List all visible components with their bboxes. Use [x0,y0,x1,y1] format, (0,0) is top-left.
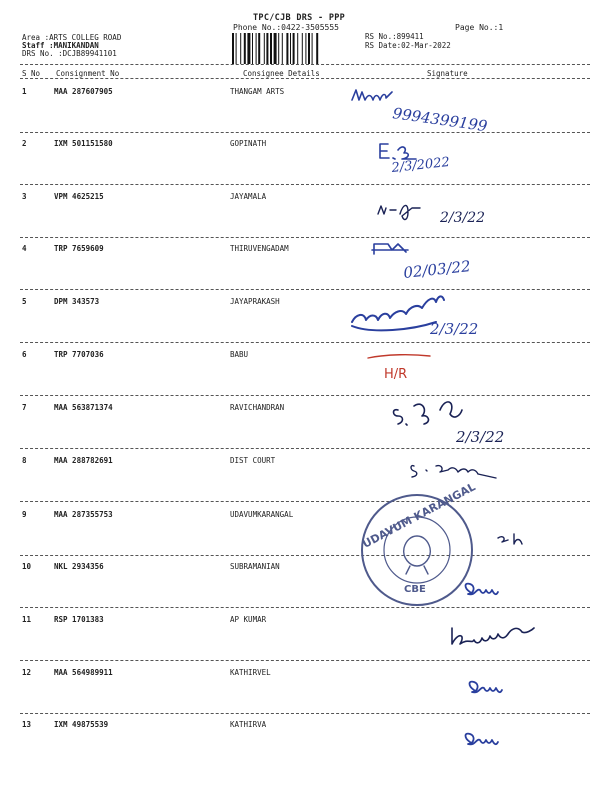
signature-2-date: 2/3/2022 [390,154,451,176]
row-consignment-number: IXM 501151580 [54,139,113,148]
signature-7 [394,402,463,425]
row-consignment-number: MAA 287607905 [54,87,113,96]
row-serial-number: 12 [22,668,32,677]
signature-6-note: H/R [384,367,408,382]
signature-5-date: 2/3/22 [430,320,479,338]
area-label: Area :ARTS COLLEG ROAD [22,33,122,42]
row-consignment-number: MAA 563871374 [54,403,113,412]
staff-label: Staff :MANIKANDAN [22,41,99,50]
row-consignment-number: IXM 49875539 [54,720,109,729]
row-consignment-number: MAA 288782691 [54,456,113,465]
row-serial-number: 5 [22,297,27,306]
row-serial-number: 9 [22,510,27,519]
row-consignment-number: TRP 7707036 [54,350,104,359]
signature-8 [411,466,496,478]
row-consignee-name: KATHIRVEL [230,668,271,677]
signature-12 [470,682,503,693]
stamp-city: CBE [404,584,426,595]
rs-date: RS Date:02-Mar-2022 [365,41,451,50]
col-consignee: Consignee Details [243,69,320,78]
signature-1-phone: 9994399199 [391,104,489,136]
row-consignment-number: DPM 343573 [54,297,100,306]
row-consignment-number: MAA 564989911 [54,668,113,677]
row-consignee-name: JAYAMALA [230,192,267,201]
row-consignment-number: VPM 4625215 [54,192,104,201]
row-consignee-name: BABU [230,350,249,359]
row-serial-number: 6 [22,350,27,359]
row-consignment-number: TRP 7659609 [54,244,104,253]
row-serial-number: 4 [22,244,27,253]
signature-6-underline [368,355,430,358]
stamp-text: UDAVUM KARANGAL [360,480,478,551]
row-consignee-name: DIST COURT [230,456,276,465]
rs-number: RS No.:899411 [365,32,424,41]
signature-11 [452,628,534,644]
row-consignee-name: AP KUMAR [230,615,267,624]
row-consignee-name: UDAVUMKARANGAL [230,510,294,519]
row-consignee-name: SUBRAMANIAN [230,562,280,571]
row-serial-number: 2 [22,139,27,148]
col-consignment: Consignment No [56,69,120,78]
row-consignee-name: GOPINATH [230,139,267,148]
row-consignment-number: MAA 287355753 [54,510,113,519]
sheet-title: TPC/CJB DRS - PPP [253,13,346,23]
signature-1 [352,90,392,100]
row-consignee-name: RAVICHANDRAN [230,403,285,412]
row-serial-number: 11 [22,615,32,624]
signature-10 [466,584,499,595]
row-consignment-number: RSP 1701383 [54,615,104,624]
page-number: Page No.:1 [455,23,504,32]
signature-3 [378,205,420,219]
col-sno: S No [22,69,41,78]
signature-7-date: 2/3/22 [456,428,505,446]
row-serial-number: 3 [22,192,27,201]
row-consignee-name: KATHIRVA [230,720,267,729]
row-serial-number: 13 [22,720,32,729]
row-consignee-name: THANGAM ARTS [230,87,285,96]
drs-number: DRS No. :DCJB89941101 [22,49,117,58]
signature-2 [380,144,416,159]
row-serial-number: 1 [22,87,27,96]
signature-4 [372,244,408,254]
row-consignee-name: THIRUVENGADAM [230,244,289,253]
signature-9 [498,534,522,544]
row-serial-number: 7 [22,403,27,412]
row-consignment-number: NKL 2934356 [54,562,104,571]
col-signature: Signature [427,69,468,78]
row-serial-number: 10 [22,562,32,571]
signature-4-date: 02/03/22 [402,257,472,282]
row-consignee-name: JAYAPRAKASH [230,297,280,306]
signature-13 [466,734,499,745]
row-serial-number: 8 [22,456,27,465]
signature-3-date: 2/3/22 [440,210,486,226]
phone-number: Phone No.:0422-3505555 [233,23,339,32]
